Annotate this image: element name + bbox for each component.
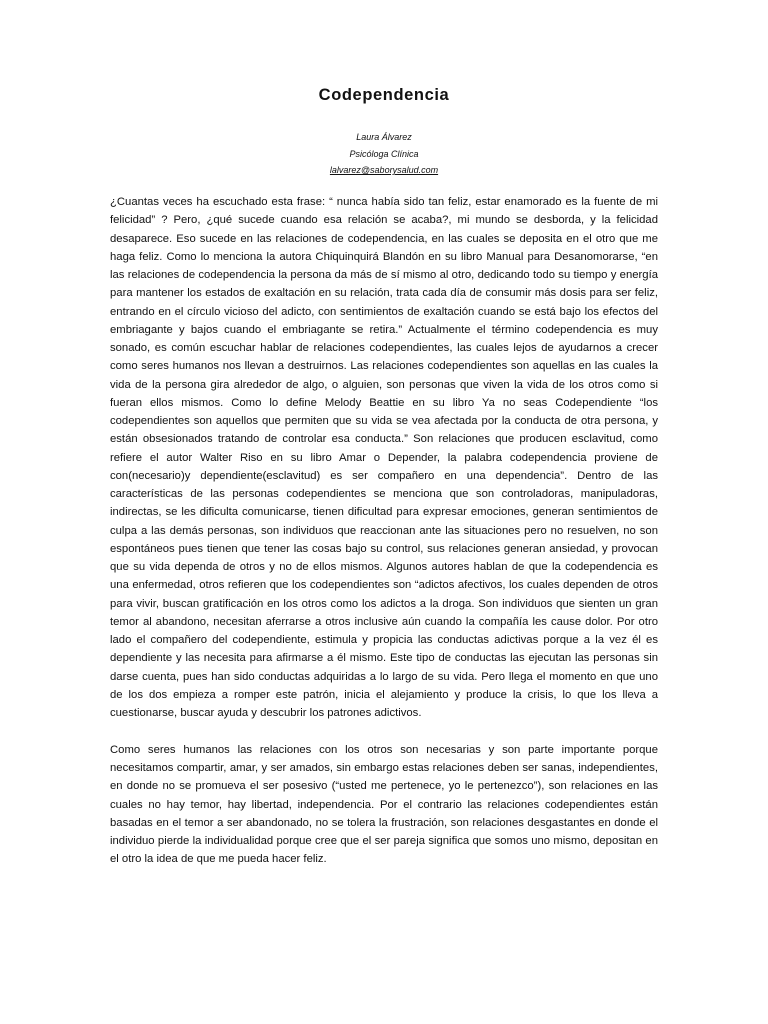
author-name: Laura Álvarez [356,132,412,142]
document-title: Codependencia [318,86,450,104]
paragraph-1: ¿Cuantas veces ha escuchado esta frase: “ nunca había sido tan feliz, estar enamorado es la fuente de mi felicidad” ? Pero, ¿qué sucede cuando esa relación se acaba?, mi mundo se desborda, y la felicidad desaparece. Eso sucede en las relaciones de codependencia, en las cuales se deposita en el otro que me haga feliz. Como lo menciona la autora Chiquinquirá Blandón en su libro Manual para Desanomorarse, “en las relaciones de codependencia la persona da más de sí mismo al otro, dedicando todo su tiempo y energía para mantener los estados de exaltación en su relación, trata cada día de consumir más dosis para ser feliz, entrando en el círculo vicioso del adicto, con sentimientos de exaltación cuando se está bajo los efectos del embriagante y bajos cuando el embriagante se retira.” Actualmente el término codependencia es muy sonado, es común escuchar hablar de relaciones codependientes, las cuales lejos de ayudarnos a crecer como seres humanos nos llevan a destruirnos. Las relaciones codependientes son aquellas en las cuales la vida de la persona gira alrededor de algo, o alguien, son personas que viven la vida de los otros como si fueran ellos mismos. Como lo define Melody Beattie en su libro Ya no seas Codependiente “los codependientes son aquellos que permiten que su vida se vea afectada por la conducta de otra persona, y están obsesionados tratando de controlar esa conducta.” Son relaciones que producen esclavitud, como refiere el autor Walter Riso en su libro Amar o Depender, la palabra codependencia proviene de con(necesario)y dependiente(esclavitud) es ser compañero en una dependencia”. Dentro de las características de las personas codependientes se menciona que son controladoras, manipuladoras, indirectas, se les dificulta comunicarse, tienen dificultad para expresar emociones, generan sentimientos de culpa a las demás personas, son individuos que reaccionan ante las situaciones pero no resuelven, no son espontáneos pues tienen que tener las cosas bajo su control, sus relaciones generan ansiedad, y provocan que su vida dependa de otros y no de ellos mismos. Algunos autores hablan de que la codependencia es una enfermedad, otros refieren que los codependientes son “adictos afectivos, los cuales dependen de otros para vivir, buscan gratificación en los otros como los adictos a la droga. Son individuos que sienten un gran temor al abandono, necesitan aferrarse a otros inclusive aún cuando la compañía les cause dolor. Por otro lado el compañero del codependiente, estimula y propicia las conductas adictivas porque a la vez él es dependiente y las necesita para afirmarse a él mismo. Este tipo de conductas las ejecutan las personas sin darse cuenta, pues han sido conductas adquiridas a lo largo de su vida. Pero llega el momento en que uno de los dos empieza a romper este patrón, inicia el alejamiento y produce la crisis, lo que los lleva a cuestionarse, buscar ayuda y descubrir los patrones adictivos. [110,196,658,719]
article-body [110,193,658,869]
paragraph-2: Como seres humanos las relaciones con los otros son necesarias y son parte importante porque necesitamos compartir, amar, y ser amados, sin embargo estas relaciones deben ser sanas, independientes, en donde no se promueva el ser posesivo (“usted me pertenece, yo le pertenezco”), son relaciones en las cuales no hay temor, hay libertad, independencia. Por el contrario las relaciones codependientes están basadas en el temor a ser abandonado, no se tolera la frustración, son relaciones desgastantes en donde el individuo pierde la individualidad porque cree que el ser pareja significa que somos uno mismo, depositan en el otro la idea de que me pueda hacer feliz. [110,743,658,866]
author-email-link[interactable]: lalvarez@saborysalud.com [329,165,439,175]
author-role: Psicóloga Clínica [349,149,419,159]
